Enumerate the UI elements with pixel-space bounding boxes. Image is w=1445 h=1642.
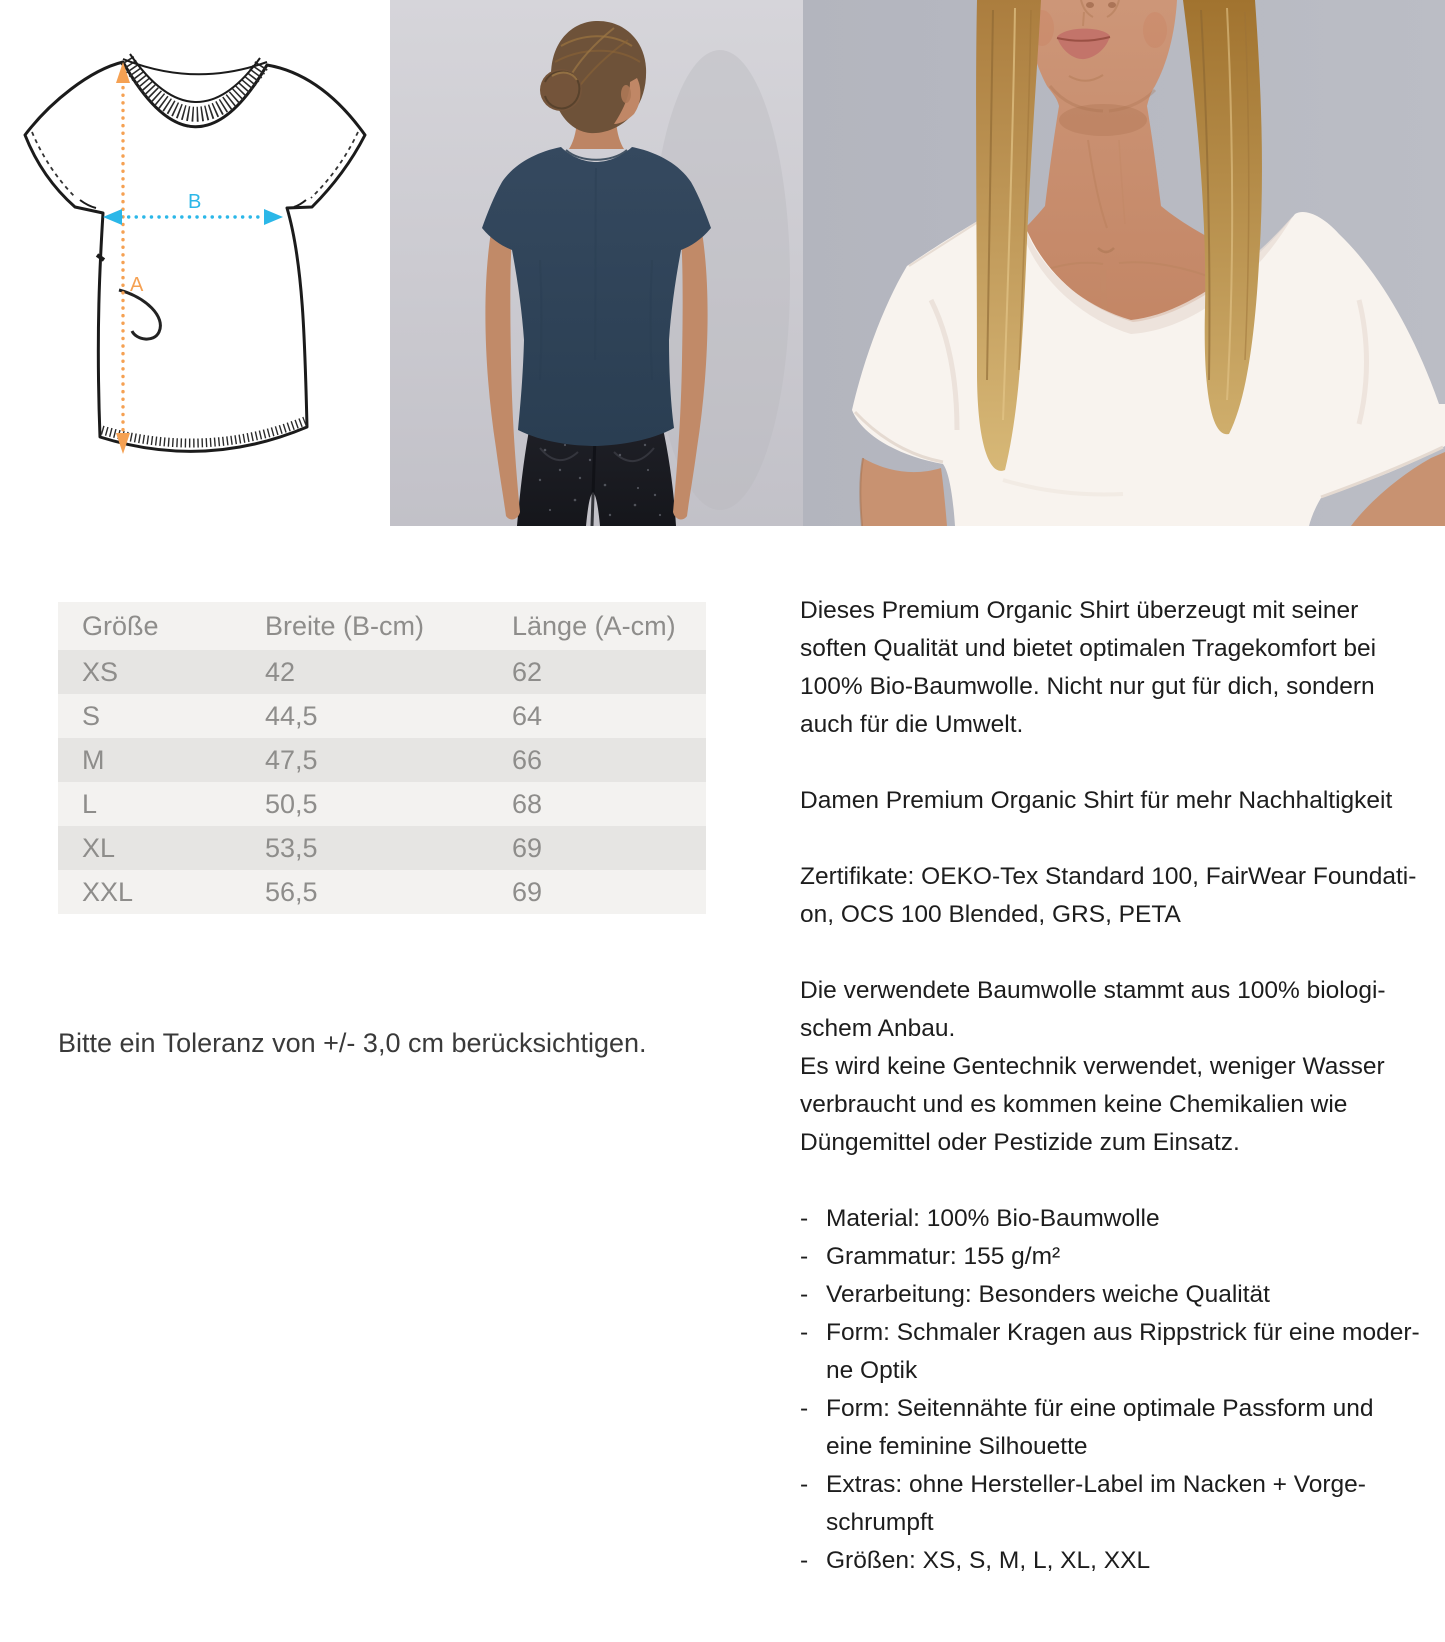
table-cell: XL: [82, 832, 116, 863]
text-line: auch für die Umwelt.: [800, 711, 1024, 738]
table-cell: S: [82, 700, 101, 731]
bullet-marker: -: [800, 1205, 809, 1232]
table-cell: 69: [512, 832, 543, 863]
bullet-list: [800, 1200, 1445, 1580]
table-cell: 50,5: [265, 788, 318, 819]
label-a: A: [130, 274, 144, 296]
bullet-item: [800, 1466, 1445, 1542]
text-line: Die verwendete Baumwolle stammt aus 100% biologi-: [800, 977, 1386, 1004]
table-cell: L: [82, 788, 98, 819]
table-cell: 42: [265, 656, 296, 687]
tolerance-note: Bitte ein Toleranz von +/- 3,0 cm berücksichtigen.: [58, 1028, 647, 1058]
text-line: Es wird keine Gentechnik verwendet, weniger Wasser: [800, 1053, 1385, 1080]
text-line: Damen Premium Organic Shirt für mehr Nachhaltigkeit: [800, 787, 1393, 814]
table-cell: 44,5: [265, 700, 318, 731]
table-cell: 69: [512, 876, 543, 907]
bullet-marker: -: [800, 1471, 809, 1498]
table-cell: 68: [512, 788, 543, 819]
table-row: [58, 826, 706, 870]
bullet-text: [826, 1238, 1445, 1276]
size-chart-table: [58, 602, 706, 914]
bullet-text: [826, 1200, 1445, 1238]
bullet-item: [800, 1314, 1445, 1390]
tshirt-outline: [25, 62, 365, 451]
label-b: B: [188, 191, 202, 213]
text-line: on, OCS 100 Blended, GRS, PETA: [800, 901, 1181, 928]
text-line: Dieses Premium Organic Shirt überzeugt mit seiner: [800, 597, 1359, 624]
text-line: Form: Seitennähte für eine optimale Passform und: [826, 1395, 1374, 1422]
table-cell: 62: [512, 656, 543, 687]
bullet-text: [826, 1314, 1445, 1390]
table-row: [58, 782, 706, 826]
text-line: verbraucht und es kommen keine Chemikalien wie: [800, 1091, 1348, 1118]
table-cell: M: [82, 744, 105, 775]
table-cell: 56,5: [265, 876, 318, 907]
bullet-marker: -: [800, 1243, 809, 1270]
table-cell: 66: [512, 744, 543, 775]
bullet-item: [800, 1390, 1445, 1466]
text-line: Grammatur: 155 g/m²: [826, 1243, 1061, 1270]
text-line: Verarbeitung: Besonders weiche Qualität: [826, 1281, 1270, 1308]
paragraph: [800, 592, 1445, 744]
collar-inner-edge: [130, 54, 260, 102]
column-header: Länge (A-cm): [512, 610, 676, 641]
text-line: schrumpft: [826, 1509, 934, 1536]
text-line: Zertifikate: OEKO-Tex Standard 100, FairWear Foundati-: [800, 863, 1417, 890]
bullet-marker: -: [800, 1547, 809, 1574]
table-cell: 53,5: [265, 832, 318, 863]
photo-front-closeup-white-shirt: [803, 0, 1445, 526]
text-line: Form: Schmaler Kragen aus Rippstrick für eine moder-: [826, 1319, 1420, 1346]
bullet-text: [826, 1542, 1445, 1580]
bullet-marker: -: [800, 1281, 809, 1308]
paragraph: [800, 858, 1445, 934]
bullet-text: [826, 1466, 1445, 1542]
column-header: Größe: [82, 610, 159, 641]
bullet-marker: -: [800, 1319, 809, 1346]
text-line: Größen: XS, S, M, L, XL, XXL: [826, 1547, 1151, 1574]
text-line: Extras: ohne Hersteller-Label im Nacken + Vorge-: [826, 1471, 1366, 1498]
table-row: [58, 870, 706, 914]
bullet-text: [826, 1276, 1445, 1314]
table-row: [58, 694, 706, 738]
bullet-text: [826, 1390, 1445, 1466]
bullet-marker: -: [800, 1395, 809, 1422]
table-cell: XS: [82, 656, 119, 687]
table-row: [58, 650, 706, 694]
text-line: 100% Bio-Baumwolle. Nicht nur gut für dich, sondern: [800, 673, 1375, 700]
table-cell: XXL: [82, 876, 134, 907]
bullet-item: [800, 1238, 1445, 1276]
table-cell: 64: [512, 700, 543, 731]
bullet-item: [800, 1276, 1445, 1314]
column-header: Breite (B-cm): [265, 610, 425, 641]
product-description: [800, 592, 1445, 1580]
text-line: soften Qualität und bietet optimalen Tragekomfort bei: [800, 635, 1377, 662]
table-cell: 47,5: [265, 744, 318, 775]
size-measurement-diagram: [18, 2, 378, 480]
text-line: ne Optik: [826, 1357, 918, 1384]
table-header-row: [58, 602, 706, 650]
text-line: Düngemittel oder Pestizide zum Einsatz.: [800, 1129, 1240, 1156]
bullet-item: [800, 1542, 1445, 1580]
text-line: eine feminine Silhouette: [826, 1433, 1088, 1460]
text-line: Material: 100% Bio-Baumwolle: [826, 1205, 1160, 1232]
table-row: [58, 738, 706, 782]
paragraph: [800, 782, 1445, 820]
nostril-left: [1086, 2, 1094, 8]
text-line: schem Anbau.: [800, 1015, 956, 1042]
nostril-right: [1108, 2, 1116, 8]
paragraph: [800, 972, 1445, 1162]
bullet-item: [800, 1200, 1445, 1238]
photo-back-view-navy-shirt: [390, 0, 803, 526]
